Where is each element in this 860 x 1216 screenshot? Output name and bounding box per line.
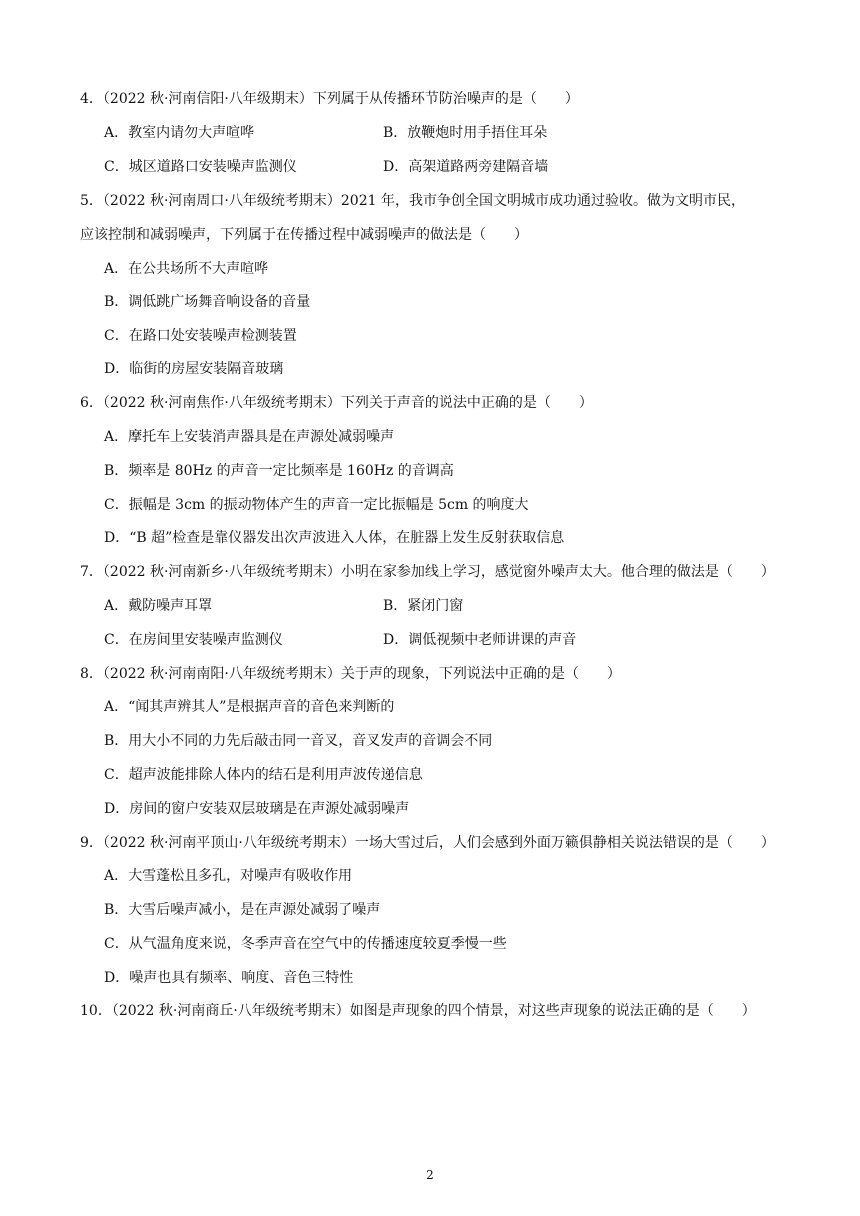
question-9-option-d: D．噪声也具有频率、响度、音色三特性: [104, 970, 354, 986]
question-5-stem: 5．（2022 秋·河南周口·八年级统考期末）2021 年，我市争创全国文明城市成功通过验收。做为文明市民，: [80, 193, 745, 209]
question-7-option-b: B．紧闭门窗: [383, 598, 464, 614]
question-7-stem: 7．（2022 秋·河南新乡·八年级统考期末）小明在家参加线上学习，感觉窗外噪声太大。他合理的做法是（ ）: [80, 564, 775, 580]
question-7-option-d: D．调低视频中老师讲课的声音: [383, 632, 577, 648]
question-4-stem: 4．（2022 秋·河南信阳·八年级期末）下列属于从传播环节防治噪声的是（ ）: [80, 91, 579, 107]
question-9-stem: 9．（2022 秋·河南平顶山·八年级统考期末）一场大雪过后，人们会感到外面万籁俱静相关说法错误的是（ ）: [80, 835, 775, 851]
question-4-option-c: C．城区道路口安装噪声监测仪: [104, 159, 297, 175]
question-5-option-b: B．调低跳广场舞音响设备的音量: [104, 294, 311, 310]
question-4-option-d: D．高架道路两旁建隔音墙: [383, 159, 549, 175]
question-10-stem: 10．（2022 秋·河南商丘·八年级统考期末）如图是声现象的四个情景，对这些声现象的说法正确的是（ ）: [80, 1003, 756, 1019]
question-4-option-a: A．教室内请勿大声喧哗: [104, 125, 255, 141]
question-7-option-c: C．在房间里安装噪声监测仪: [104, 632, 283, 648]
question-6-option-d: D．“B 超”检查是靠仪器发出次声波进入人体，在脏器上发生反射获取信息: [104, 530, 565, 546]
question-6-option-a: A．摩托车上安装消声器具是在声源处减弱噪声: [104, 429, 395, 445]
question-8-option-d: D．房间的窗户安装双层玻璃是在声源处减弱噪声: [104, 801, 410, 817]
question-6-option-c: C．振幅是 3cm 的振动物体产生的声音一定比振幅是 5cm 的响度大: [104, 497, 529, 513]
question-5-option-a: A．在公共场所不大声喧哗: [104, 261, 269, 277]
question-9-option-a: A．大雪蓬松且多孔，对噪声有吸收作用: [104, 868, 353, 884]
question-5-stem-line-2: 应该控制和减弱噪声，下列属于在传播过程中减弱噪声的做法是（ ）: [80, 227, 528, 243]
question-8-option-b: B．用大小不同的力先后敲击同一音叉，音叉发声的音调会不同: [104, 733, 493, 749]
question-9-option-b: B．大雪后噪声减小，是在声源处减弱了噪声: [104, 902, 381, 918]
question-5-option-c: C．在路口处安装噪声检测装置: [104, 328, 297, 344]
page-number: 2: [426, 1168, 434, 1182]
question-6-option-b: B．频率是 80Hz 的声音一定比频率是 160Hz 的音调高: [104, 463, 454, 479]
question-9-option-c: C．从气温角度来说，冬季声音在空气中的传播速度较夏季慢一些: [104, 936, 507, 952]
question-8-option-a: A．“闻其声辨其人”是根据声音的音色来判断的: [104, 699, 395, 715]
question-8-stem: 8．（2022 秋·河南南阳·八年级统考期末）关于声的现象，下列说法中正确的是（ ）: [80, 666, 621, 682]
question-6-stem: 6．（2022 秋·河南焦作·八年级统考期末）下列关于声音的说法中正确的是（ ）: [80, 395, 593, 411]
question-5-option-d: D．临街的房屋安装隔音玻璃: [104, 361, 284, 377]
question-8-option-c: C．超声波能排除人体内的结石是利用声波传递信息: [104, 767, 423, 783]
question-4-option-b: B．放鞭炮时用手捂住耳朵: [383, 125, 548, 141]
question-7-option-a: A．戴防噪声耳罩: [104, 598, 213, 614]
